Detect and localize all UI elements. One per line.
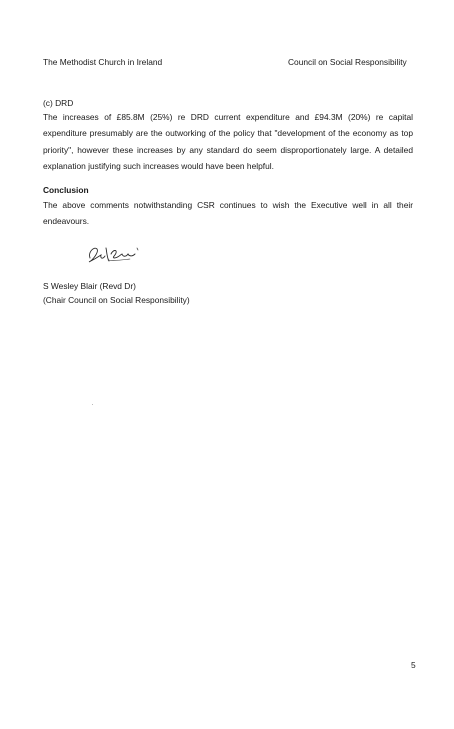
signatory-title: (Chair Council on Social Responsibility): [43, 295, 190, 305]
signatory-name: S Wesley Blair (Revd Dr): [43, 281, 136, 291]
section-heading: (c) DRD: [43, 98, 74, 108]
scan-speck: [92, 404, 93, 405]
section-paragraph: The increases of £85.8M (25%) re DRD current expenditure and £94.3M (20%) re capital expenditure presumably are the outworking of the policy that "development of the economy as top priority", however these increases by any standard do seem disproportionately large. A detailed explanation justifying such increases would have been helpful.: [43, 112, 413, 171]
handwritten-signature: [84, 240, 144, 266]
header-organization: The Methodist Church in Ireland: [43, 57, 163, 67]
header-council: Council on Social Responsibility: [288, 57, 407, 67]
conclusion-heading: Conclusion: [43, 185, 89, 195]
conclusion-paragraph: The above comments notwithstanding CSR continues to wish the Executive well in all their endeavours.: [43, 200, 413, 227]
page-number: 5: [411, 660, 416, 670]
